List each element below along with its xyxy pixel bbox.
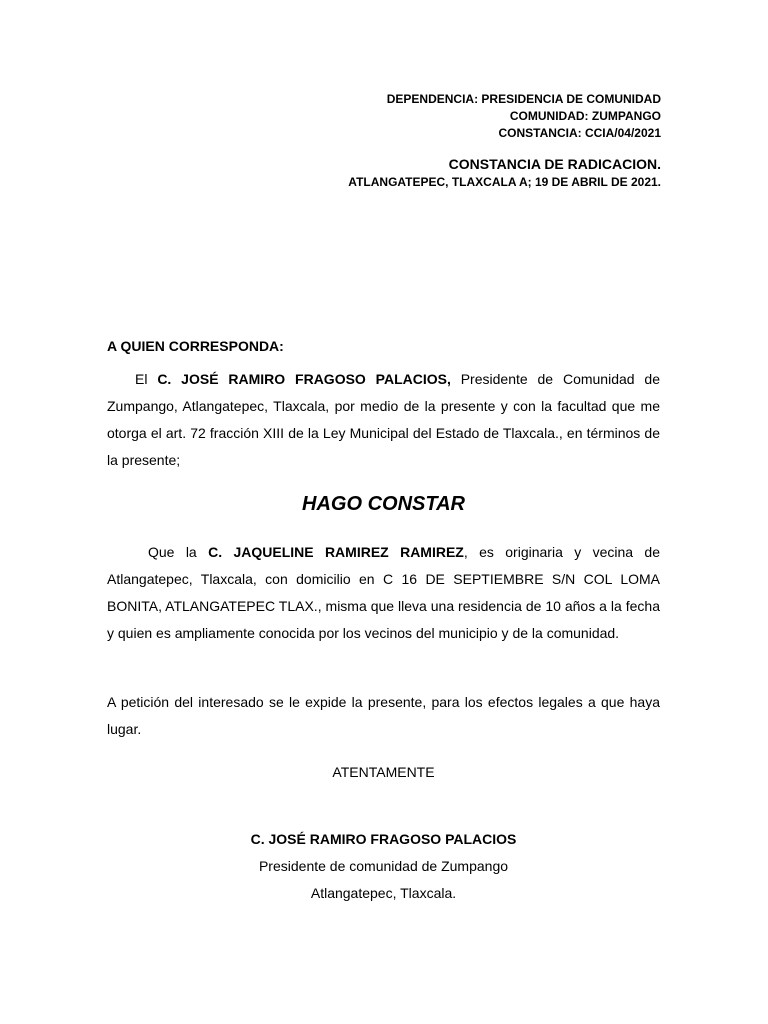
paragraph-2-prefix: Que la [148, 544, 209, 560]
hago-constar-heading: HAGO CONSTAR [302, 493, 465, 515]
constancia-line: CONSTANCIA: CCIA/04/2021 [498, 126, 661, 140]
document-title: CONSTANCIA DE RADICACION. [448, 156, 661, 172]
paragraph-1-text: Presidente de Comunidad de Zumpango, Atlangatepec, Tlaxcala, por medio de la presente y con la facultad que me otorga el art. 72 fracción XIII de la Ley Municipal del Estado de Tlaxcala., en términos de la presente; [107, 371, 660, 468]
dependencia-line: DEPENDENCIA: PRESIDENCIA DE COMUNIDAD [386, 92, 661, 106]
paragraph-1 [107, 366, 660, 474]
place-date: ATLANGATEPEC, TLAXCALA A; 19 DE ABRIL DE 2021. [348, 175, 661, 189]
paragraph-3: A petición del interesado se le expide la presente, para los efectos legales a que haya lugar. [107, 694, 660, 737]
paragraph-2 [107, 539, 660, 647]
comunidad-line: COMUNIDAD: ZUMPANGO [509, 109, 661, 123]
title-block [348, 154, 661, 191]
addressee: A QUIEN CORRESPONDA: [107, 338, 284, 354]
closing: ATENTAMENTE [332, 764, 435, 780]
president-name: C. JOSÉ RAMIRO FRAGOSO PALACIOS, [157, 371, 451, 387]
paragraph-2-text: , es originaria y vecina de Atlangatepec, Tlaxcala, con domicilio en C 16 DE SEPTIEMBRE S/N COL LOMA BONITA, ATLANGATEPEC TLAX., misma que lleva una residencia de 10 años a la fecha y quien es ampliamente conocida por los vecinos del municipio y de la comunidad. [107, 544, 660, 641]
signature-name: C. JOSÉ RAMIRO FRAGOSO PALACIOS [250, 831, 517, 847]
resident-name: C. JAQUELINE RAMIREZ RAMIREZ [208, 544, 464, 560]
paragraph-1-prefix: El [135, 371, 158, 387]
document-header [387, 91, 661, 142]
signature-place: Atlangatepec, Tlaxcala. [310, 885, 457, 901]
signature-role: Presidente de comunidad de Zumpango [258, 858, 509, 874]
